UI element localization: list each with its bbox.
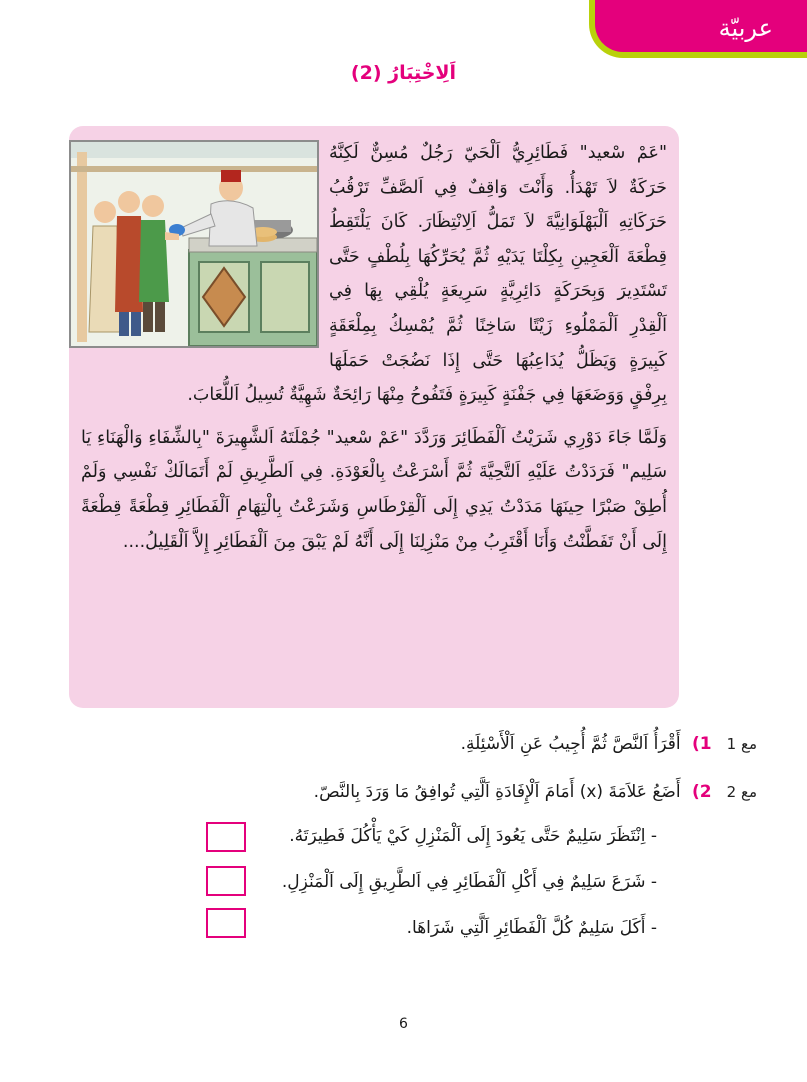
subject-tab [589,0,807,58]
page-number: 6 [399,1016,408,1032]
fritter-seller-image [71,142,317,346]
reading-passage [69,126,679,708]
page-title: اَلِاخْتِبَارُ (2) [350,62,457,84]
criterion-tag: مع 1 [726,735,757,753]
answer-option-3: - أَكَلَ سَلِيمٌ كُلَّ اَلْفَطَائِرِ اَلَّتِي شَرَاهَا. [406,918,657,938]
answer-checkbox-3[interactable] [206,908,246,938]
question-text: أَضَعُ عَلاَمَةَ (x) أَمَامَ اَلْإِفَادَةِ اَلَّتِي تُوافِقُ مَا وَرَدَ بِالنَّصّ. [313,782,681,802]
question-1 [461,734,757,754]
answer-option-1: - اِنْتَظَرَ سَلِيمٌ حَتَّى يَعُودَ إِلَى اَلْمَنْزِلِ كَيْ يَأْكُلَ فَطِيرَتَهُ. [289,826,657,846]
answer-checkbox-1[interactable] [206,822,246,852]
passage-paragraph-1: "عَمْ سْعيد" فَطَائِرِيُّ اَلْحَيّ رَجُلٌ مُسِنٌّ لَكِنَّهُ حَرَكَةٌ لاَ تَهْدَأُ. وَأَنْتَ وَاقِفٌ فِي اَلصَّفِّ تَرْقُبُ حَرَكَاتِهِ اَلْبَهْلَوَانِيَّةَ لاَ تَمَلُّ اَلِانْتِظَارَ. كَانَ يَلْتَقِطُ قِطْعَةَ اَلْعَجِينِ بِكِلْتَا يَدَيْهِ ثُمَّ يُحَرِّكُهَا بِلُطْفٍ حَتَّى تَسْتَدِيرَ وَبِحَرَكَةٍ دَائِرِيَّةٍ سَرِيعَةٍ يُلْقِي بِهَا فِي اَلْقِدْرِ اَلْمَمْلُوءِ زَيْتًا سَاخِنًا ثُمَّ يُمْسِكُ بِمِلْعَقَةٍ كَبِيرَةٍ وَيَظَلُّ يُدَاعِبُهَا حَتَّى إِذَا نَضُجَتْ حَمَلَهَا بِرِفْقٍ وَوَضَعَهَا فِي جَفْنَةٍ كَبِيرَةٍ فَتَفُوحُ مِنْهَا رَائِحَةٌ شَهِيَّةٌ تُسِيلُ اَللُّعَابَ. [187,143,667,406]
subject-label: عربيّة [718,14,773,42]
answer-checkbox-2[interactable] [206,866,246,896]
criterion-tag: مع 2 [726,783,757,801]
question-number: 2) [691,782,712,802]
answer-option-2: - شَرَعَ سَلِيمٌ فِي أَكْلِ اَلْفَطَائِرِ فِي اَلطَّرِيقِ إِلَى اَلْمَنْزِلِ. [281,872,657,892]
question-text: أَقْرَأُ اَلنَّصَّ ثُمَّ أُجِيبُ عَنِ اَلْأَسْئِلَةِ. [460,734,681,754]
illustration-vendor-with-children [69,140,319,348]
passage-paragraph-2: وَلَمَّا جَاءَ دَوْرِي شَرَيْتُ اَلْفَطَائِرَ وَرَدَّدَ "عَمْ سْعيد" جُمْلَتَهُ اَلشَّهِيرَةَ "بِالشِّفَاءِ وَالْهَنَاءِ يَا سَلِيم" فَرَدَدْتُ عَلَيْهِ اَلتَّحِيَّةَ ثُمَّ أَسْرَعْتُ بِالْعَوْدَةِ. فِي اَلطَّرِيقِ لَمْ أَتَمَالَكْ نَفْسِي وَلَمْ أُطِقْ صَبْرًا حِينَهَا مَدَدْتُ يَدِي إِلَى اَلْقِرْطَاسِ وَشَرَعْتُ بِالْتِهَامِ اَلْفَطَائِرِ قِطْعَةً قِطْعَةً إِلَى أَنْ تَفَطَّنْتُ وَأَنَا أَقْتَرِبُ مِنْ مَنْزِلِنَا إِلَى أَنَّهُ لَمْ يَبْقَ مِنَ اَلْفَطَائِرِ إِلاَّ اَلْقَلِيلُ.... [81,427,667,552]
question-number: 1) [691,734,712,754]
question-2 [314,782,757,802]
